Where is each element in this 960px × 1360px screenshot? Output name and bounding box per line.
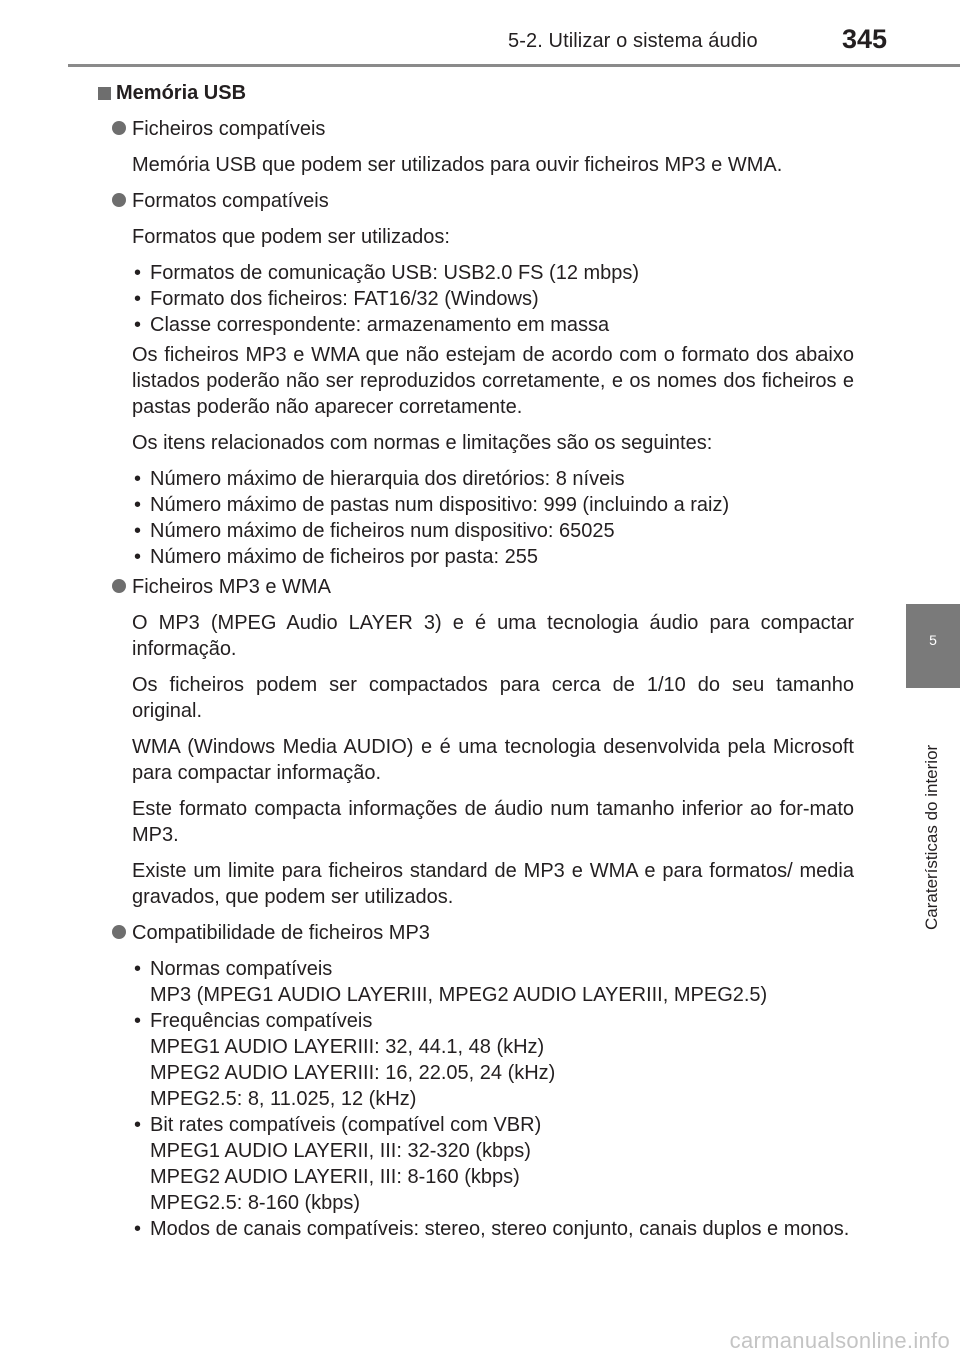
section-heading — [98, 80, 854, 106]
sub-line: MPEG2.5: 8, 11.025, 12 (kHz) — [150, 1088, 417, 1110]
bullet-item: • Frequências compatíveis MPEG1 AUDIO LAYERIII: 32, 44.1, 48 (kHz) MPEG2 AUDIO LAYERIII: 16, 22.05, 24 (kHz) MPEG2.5: 8, 11.025, 12 (kHz) — [132, 1008, 854, 1112]
item-title: Ficheiros compatíveis — [132, 118, 326, 140]
paragraph: Existe um limite para ficheiros standard de MP3 e WMA e para formatos/ media gravados, que podem ser utilizados. — [132, 860, 854, 908]
paragraph: Os itens relacionados com normas e limitações são os seguintes: — [132, 432, 713, 454]
item-title: Formatos compatíveis — [132, 190, 329, 212]
sub-line: MPEG2 AUDIO LAYERIII: 16, 22.05, 24 (kHz) — [150, 1062, 556, 1084]
bullet-item: • Bit rates compatíveis (compatível com VBR) MPEG1 AUDIO LAYERII, III: 32-320 (kbps) MPEG2 AUDIO LAYERII, III: 8-160 (kbps) MPEG2.5: 8-160 (kbps) — [132, 1112, 854, 1216]
chapter-tab[interactable] — [906, 604, 960, 688]
page-header — [0, 0, 960, 68]
list-item — [98, 116, 854, 178]
square-bullet-icon — [98, 87, 111, 100]
bullet-item: • Modos de canais compatíveis: stereo, stereo conjunto, canais duplos e monos. — [134, 1218, 850, 1240]
sub-line: MPEG1 AUDIO LAYERII, III: 32-320 (kbps) — [150, 1140, 531, 1162]
sub-line: MPEG2.5: 8-160 (kbps) — [150, 1192, 361, 1214]
sub-line: MP3 (MPEG1 AUDIO LAYERIII, MPEG2 AUDIO LAYERIII, MPEG2.5) — [150, 984, 768, 1006]
section-heading-text: Memória USB — [116, 82, 247, 104]
list-item — [98, 188, 854, 570]
paragraph: Formatos que podem ser utilizados: — [132, 226, 450, 248]
bullet-item: • Número máximo de pastas num dispositivo: 999 (incluindo a raiz) — [134, 494, 730, 516]
item-title: Compatibilidade de ficheiros MP3 — [132, 922, 430, 944]
sub-line: MPEG1 AUDIO LAYERIII: 32, 44.1, 48 (kHz) — [150, 1036, 545, 1058]
paragraph: Memória USB que podem ser utilizados para ouvir ficheiros MP3 e WMA. — [132, 154, 783, 176]
section-title: 5-2. Utilizar o sistema áudio — [508, 30, 758, 52]
bullet-item: • Número máximo de hierarquia dos diretórios: 8 níveis — [134, 468, 625, 490]
page-content — [98, 80, 854, 1252]
paragraph: Este formato compacta informações de áudio num tamanho inferior ao for-mato MP3. — [132, 798, 854, 846]
bullet-item: • Número máximo de ficheiros num dispositivo: 65025 — [134, 520, 615, 542]
list-item — [98, 920, 854, 1242]
item-heading — [98, 920, 854, 946]
bullet-list — [132, 466, 854, 570]
list-item — [98, 574, 854, 910]
item-heading — [98, 188, 854, 214]
bullet-list — [132, 260, 854, 338]
bullet-item: • Normas compatíveis MP3 (MPEG1 AUDIO LAYERIII, MPEG2 AUDIO LAYERIII, MPEG2.5) — [132, 956, 854, 1008]
item-heading — [98, 574, 854, 600]
sub-line: MPEG2 AUDIO LAYERII, III: 8-160 (kbps) — [150, 1166, 520, 1188]
bullet-item: • Formato dos ficheiros: FAT16/32 (Windows) — [134, 288, 539, 310]
chapter-label-box — [904, 700, 960, 930]
circle-bullet-icon — [112, 121, 126, 135]
paragraph: O MP3 (MPEG Audio LAYER 3) e é uma tecnologia áudio para compactar informação. — [132, 612, 854, 660]
circle-bullet-icon — [112, 193, 126, 207]
watermark: carmanualsonline.info — [729, 1328, 950, 1353]
bullet-list — [132, 956, 854, 1242]
paragraph: WMA (Windows Media AUDIO) e é uma tecnologia desenvolvida pela Microsoft para compactar informação. — [132, 736, 854, 784]
chapter-label: Caraterísticas do interior — [922, 744, 941, 930]
bullet-item: • Número máximo de ficheiros por pasta: 255 — [134, 546, 538, 568]
item-title: Ficheiros MP3 e WMA — [132, 576, 331, 598]
bullet-item: • Formatos de comunicação USB: USB2.0 FS (12 mbps) — [134, 262, 640, 284]
header-rule — [68, 64, 960, 67]
chapter-number: 5 — [929, 632, 937, 648]
circle-bullet-icon — [112, 925, 126, 939]
page-number: 345 — [842, 24, 888, 54]
paragraph: Os ficheiros podem ser compactados para cerca de 1/10 do seu tamanho original. — [132, 674, 854, 722]
item-heading — [98, 116, 854, 142]
paragraph: Os ficheiros MP3 e WMA que não estejam de acordo com o formato dos abaixo listados poderão não ser reproduzidos corretamente, e os nomes dos ficheiros e pastas poderão não aparecer corretamente. — [132, 344, 854, 418]
circle-bullet-icon — [112, 579, 126, 593]
bullet-item: • Classe correspondente: armazenamento em massa — [134, 314, 610, 336]
